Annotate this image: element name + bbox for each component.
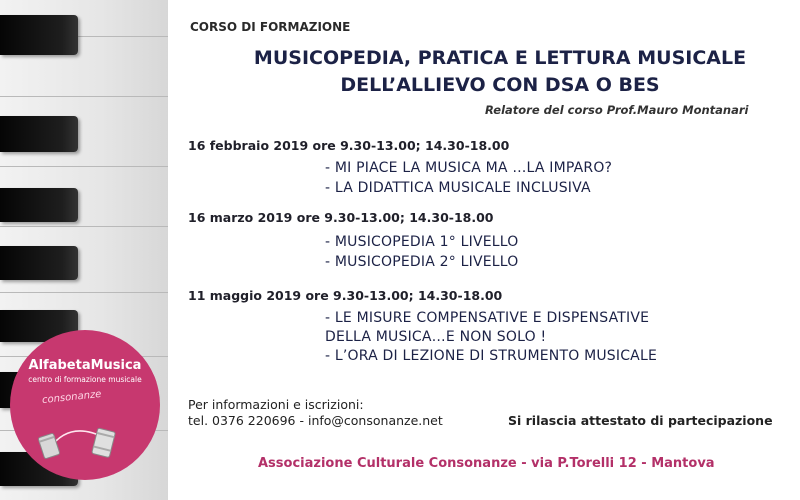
piano-black-key <box>0 116 78 152</box>
session-topic: - MI PIACE LA MUSICA MA …LA IMPARO? <box>325 160 613 176</box>
logo-script: consonanze <box>41 388 102 407</box>
session-date: 11 maggio 2019 ore 9.30-13.00; 14.30-18.00 <box>188 288 503 303</box>
logo-name: AlfabetaMusica <box>28 358 142 373</box>
contact-details: tel. 0376 220696 - info@consonanze.net <box>188 413 443 428</box>
session-topic: - MUSICOPEDIA 2° LIVELLO <box>325 254 519 270</box>
session-date: 16 febbraio 2019 ore 9.30-13.00; 14.30-18.00 <box>188 138 510 153</box>
course-title-line2: DELL’ALLIEVO CON DSA O BES <box>340 74 660 96</box>
course-title-line1: MUSICOPEDIA, PRATICA E LETTURA MUSICALE <box>253 47 747 69</box>
session-topic: - LE MISURE COMPENSATIVE E DISPENSATIVE <box>325 310 650 326</box>
logo-subtitle: centro di formazione musicale <box>28 375 142 384</box>
association-footer: Associazione Culturale Consonanze - via P.Torelli 12 - Mantova <box>258 456 715 471</box>
session-topic: - MUSICOPEDIA 1° LIVELLO <box>325 234 519 250</box>
session-topic: - LA DIDATTICA MUSICALE INCLUSIVA <box>325 180 591 196</box>
piano-black-key <box>0 188 78 222</box>
speaker-credit: Relatore del corso Prof.Mauro Montanari <box>485 103 749 117</box>
piano-black-key <box>0 246 78 280</box>
session-date: 16 marzo 2019 ore 9.30-13.00; 14.30-18.00 <box>188 210 494 225</box>
course-label: CORSO DI FORMAZIONE <box>190 20 351 34</box>
tin-can-phone-icon <box>10 330 160 480</box>
piano-black-key <box>0 15 78 55</box>
session-topic: DELLA MUSICA…E NON SOLO ! <box>325 329 547 345</box>
session-topic: - L’ORA DI LEZIONE DI STRUMENTO MUSICALE <box>325 348 658 364</box>
contact-label: Per informazioni e iscrizioni: <box>188 397 364 412</box>
alfabetamusica-logo <box>10 330 160 480</box>
certificate-note: Si rilascia attestato di partecipazione <box>508 413 773 428</box>
